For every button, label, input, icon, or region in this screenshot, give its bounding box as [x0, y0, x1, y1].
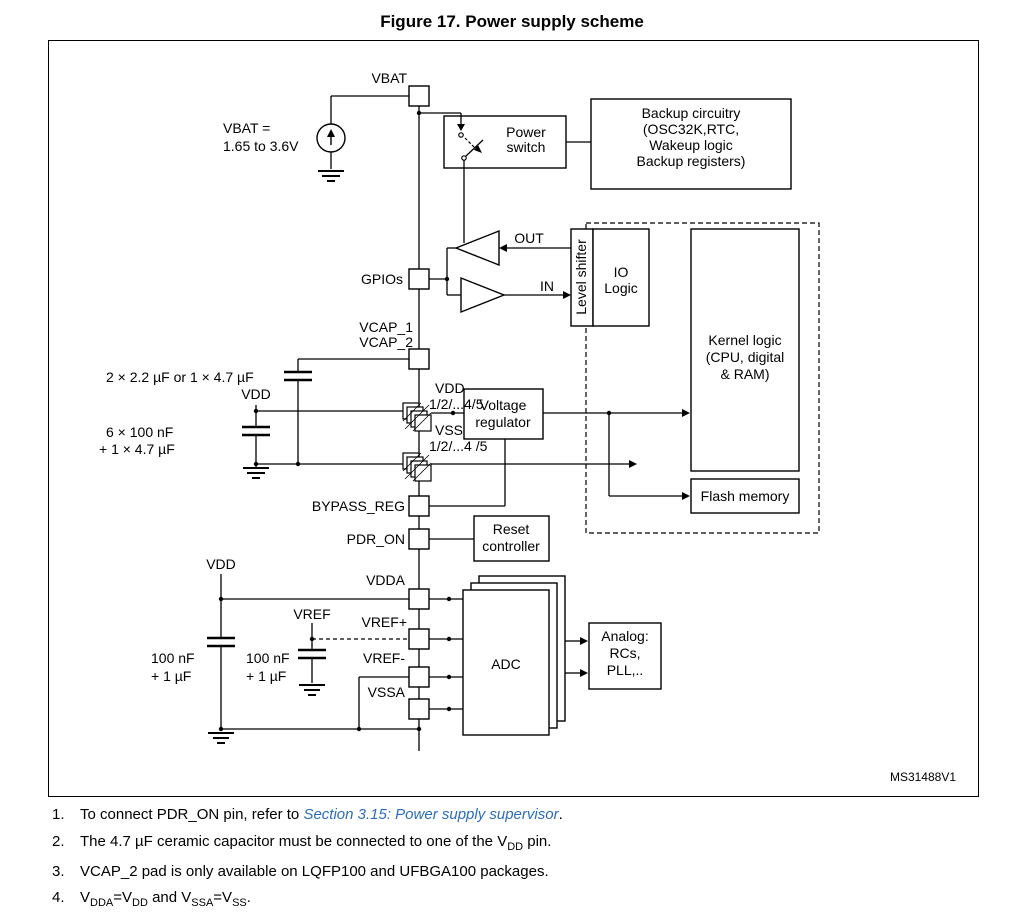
- power-switch-label-2: switch: [506, 139, 546, 155]
- vbat-pin-label: VBAT: [371, 70, 407, 86]
- footnote-4-number: 4.: [52, 889, 65, 907]
- footnote-3-number: 3.: [52, 862, 65, 880]
- footnote-2-text: [80, 833, 551, 855]
- footnote-2-seg1: The 4.7 µF ceramic capacitor must be connected to one of the V: [80, 832, 508, 850]
- diagram-frame: [48, 40, 979, 797]
- vss-ground-icon: [243, 468, 269, 478]
- footnote-2-number: 2.: [52, 832, 65, 850]
- vbat-source-label-2: 1.65 to 3.6V: [223, 138, 299, 154]
- vbat-source-label-1: VBAT =: [223, 120, 271, 136]
- vss-pins-label-2: 1/2/...4 /5: [429, 438, 488, 454]
- vcap-capacitor-icon: [284, 372, 312, 380]
- footnote-1-end: .: [558, 806, 563, 823]
- footnote-4-sub3: SSA: [191, 897, 214, 910]
- power-switch-label-1: Power: [506, 124, 546, 140]
- vssa-pin: [409, 699, 429, 719]
- footnote-4-text: [80, 889, 251, 911]
- footnote-1-number: 1.: [52, 806, 65, 823]
- footnote-2-seg2: pin.: [523, 832, 552, 850]
- vcap-pin: [409, 349, 429, 369]
- footnote-4-seg5: .: [246, 889, 251, 907]
- bypass-reg-pin: [409, 496, 429, 516]
- analog-box-label-3: PLL,..: [606, 662, 644, 678]
- vcap1-label: VCAP_1: [359, 319, 413, 335]
- vref-ground-icon: [299, 685, 325, 695]
- reset-controller-label-1: Reset: [492, 521, 530, 537]
- vdda-cap-value-label-2: + 1 µF: [151, 668, 192, 684]
- footnote-4-sub1: DDA: [90, 897, 114, 910]
- current-source-icon: [317, 124, 345, 152]
- input-buffer-icon: [461, 278, 504, 312]
- pdr-on-label: PDR_ON: [346, 531, 405, 547]
- voltage-regulator-label-2: regulator: [475, 414, 531, 430]
- backup-box-label-3: Wakeup logic: [649, 137, 733, 153]
- vref-cap-value-label-1: 100 nF: [246, 650, 290, 666]
- footnote-1-text: [80, 806, 563, 825]
- power-supply-scheme-diagram: [49, 41, 978, 796]
- vdd-pins-label-1: VDD: [435, 380, 465, 396]
- out-label: OUT: [514, 230, 544, 246]
- vref-plus-pin: [409, 629, 429, 649]
- vdd-left-label: VDD: [241, 386, 271, 402]
- adc-label: ADC: [491, 656, 521, 672]
- footnote-4-sub2: DD: [132, 897, 148, 910]
- vss-pin-stack: [403, 453, 431, 481]
- kernel-logic-label-2: (CPU, digital: [705, 349, 785, 365]
- vdda-capacitor-icon: [207, 638, 235, 646]
- in-arrow-icon: [563, 291, 571, 299]
- flash-memory-label: Flash memory: [700, 488, 790, 504]
- vdd-pins-label-2: 1/2/...4/5: [429, 396, 484, 412]
- in-label: IN: [540, 278, 554, 294]
- vssa-label: VSSA: [367, 684, 405, 700]
- vss-pins-label-1: VSS: [435, 422, 464, 438]
- backup-box-label-2: (OSC32K,RTC,: [642, 121, 740, 137]
- pdr-on-pin: [409, 529, 429, 549]
- adc-analog-arrow1-icon: [580, 637, 588, 645]
- io-logic-label-2: Logic: [604, 280, 638, 296]
- switch-contact-bottom: [462, 156, 466, 160]
- io-logic-label-1: IO: [613, 264, 629, 280]
- vref-minus-pin: [409, 667, 429, 687]
- gpios-label: GPIOs: [360, 271, 403, 287]
- bypass-reg-label: BYPASS_REG: [311, 498, 405, 514]
- vcap2-label: VCAP_2: [359, 334, 413, 350]
- footnote-1-link[interactable]: Section 3.15: Power supply supervisor: [303, 806, 559, 823]
- footnote-4-seg3: and V: [147, 889, 192, 907]
- footnote-1: [52, 806, 982, 825]
- kernel-supply-arrow-icon: [682, 409, 690, 417]
- vdda-label: VDDA: [366, 572, 405, 588]
- vref-plus-label: VREF+: [361, 614, 407, 630]
- vref-cap-value-label-2: + 1 µF: [246, 668, 287, 684]
- vref-label: VREF: [293, 606, 331, 622]
- vdd-cap-value-label-2: + 1 × 4.7 µF: [99, 441, 175, 457]
- footnote-4-seg4: =V: [213, 889, 233, 907]
- voltage-regulator-label-1: Voltage: [479, 397, 527, 413]
- flash-supply-arrow-icon: [682, 492, 690, 500]
- vcap-cap-value-label: 2 × 2.2 µF or 1 × 4.7 µF: [106, 369, 254, 385]
- vref-minus-label: VREF-: [363, 650, 405, 666]
- footnote-4-seg1: V: [80, 889, 91, 907]
- footnotes: [52, 806, 982, 919]
- vdd-capacitor-icon: [242, 427, 270, 435]
- level-shifter-label: Level shifter: [573, 239, 589, 315]
- kernel-logic-label-3: & RAM): [720, 366, 770, 382]
- vssa-ground-icon: [208, 733, 234, 743]
- vss-arrow-icon: [629, 460, 637, 468]
- adc-analog-arrow2-icon: [580, 669, 588, 677]
- backup-box-label-1: Backup circuitry: [641, 105, 741, 121]
- out-arrow-icon: [499, 244, 507, 252]
- footnote-3: [52, 863, 982, 882]
- watermark-label: MS31488V1: [889, 770, 956, 784]
- footnote-1-prefix: To connect PDR_ON pin, refer to: [80, 806, 304, 823]
- kernel-logic-label-1: Kernel logic: [708, 332, 782, 348]
- vdd-cap-value-label-1: 6 × 100 nF: [106, 424, 174, 440]
- footnote-3-text: VCAP_2 pad is only available on LQFP100 and UFBGA100 packages.: [80, 862, 549, 880]
- footnote-4: [52, 889, 982, 911]
- footnote-2: [52, 833, 982, 855]
- analog-box-label-2: RCs,: [609, 645, 641, 661]
- reset-controller-label-2: controller: [482, 538, 540, 554]
- vdd-pin-stack: [403, 403, 431, 431]
- vbat-pin: [409, 86, 429, 106]
- footnote-4-seg2: =V: [113, 889, 133, 907]
- footnote-4-sub4: SS: [232, 897, 247, 910]
- vdda-cap-value-label-1: 100 nF: [151, 650, 195, 666]
- vdda-pin: [409, 589, 429, 609]
- output-buffer-icon: [456, 231, 499, 265]
- vdd-bottom-label: VDD: [206, 556, 236, 572]
- figure-title: Figure 17. Power supply scheme: [380, 12, 644, 31]
- footnote-2-sub1: DD: [507, 840, 524, 853]
- gpios-pin: [409, 269, 429, 289]
- analog-box-label-1: Analog:: [601, 628, 649, 644]
- switch-contact-top: [459, 133, 463, 137]
- vref-capacitor-icon: [298, 650, 326, 658]
- backup-box-label-4: Backup registers): [636, 153, 746, 169]
- vbat-ground-icon: [318, 171, 344, 181]
